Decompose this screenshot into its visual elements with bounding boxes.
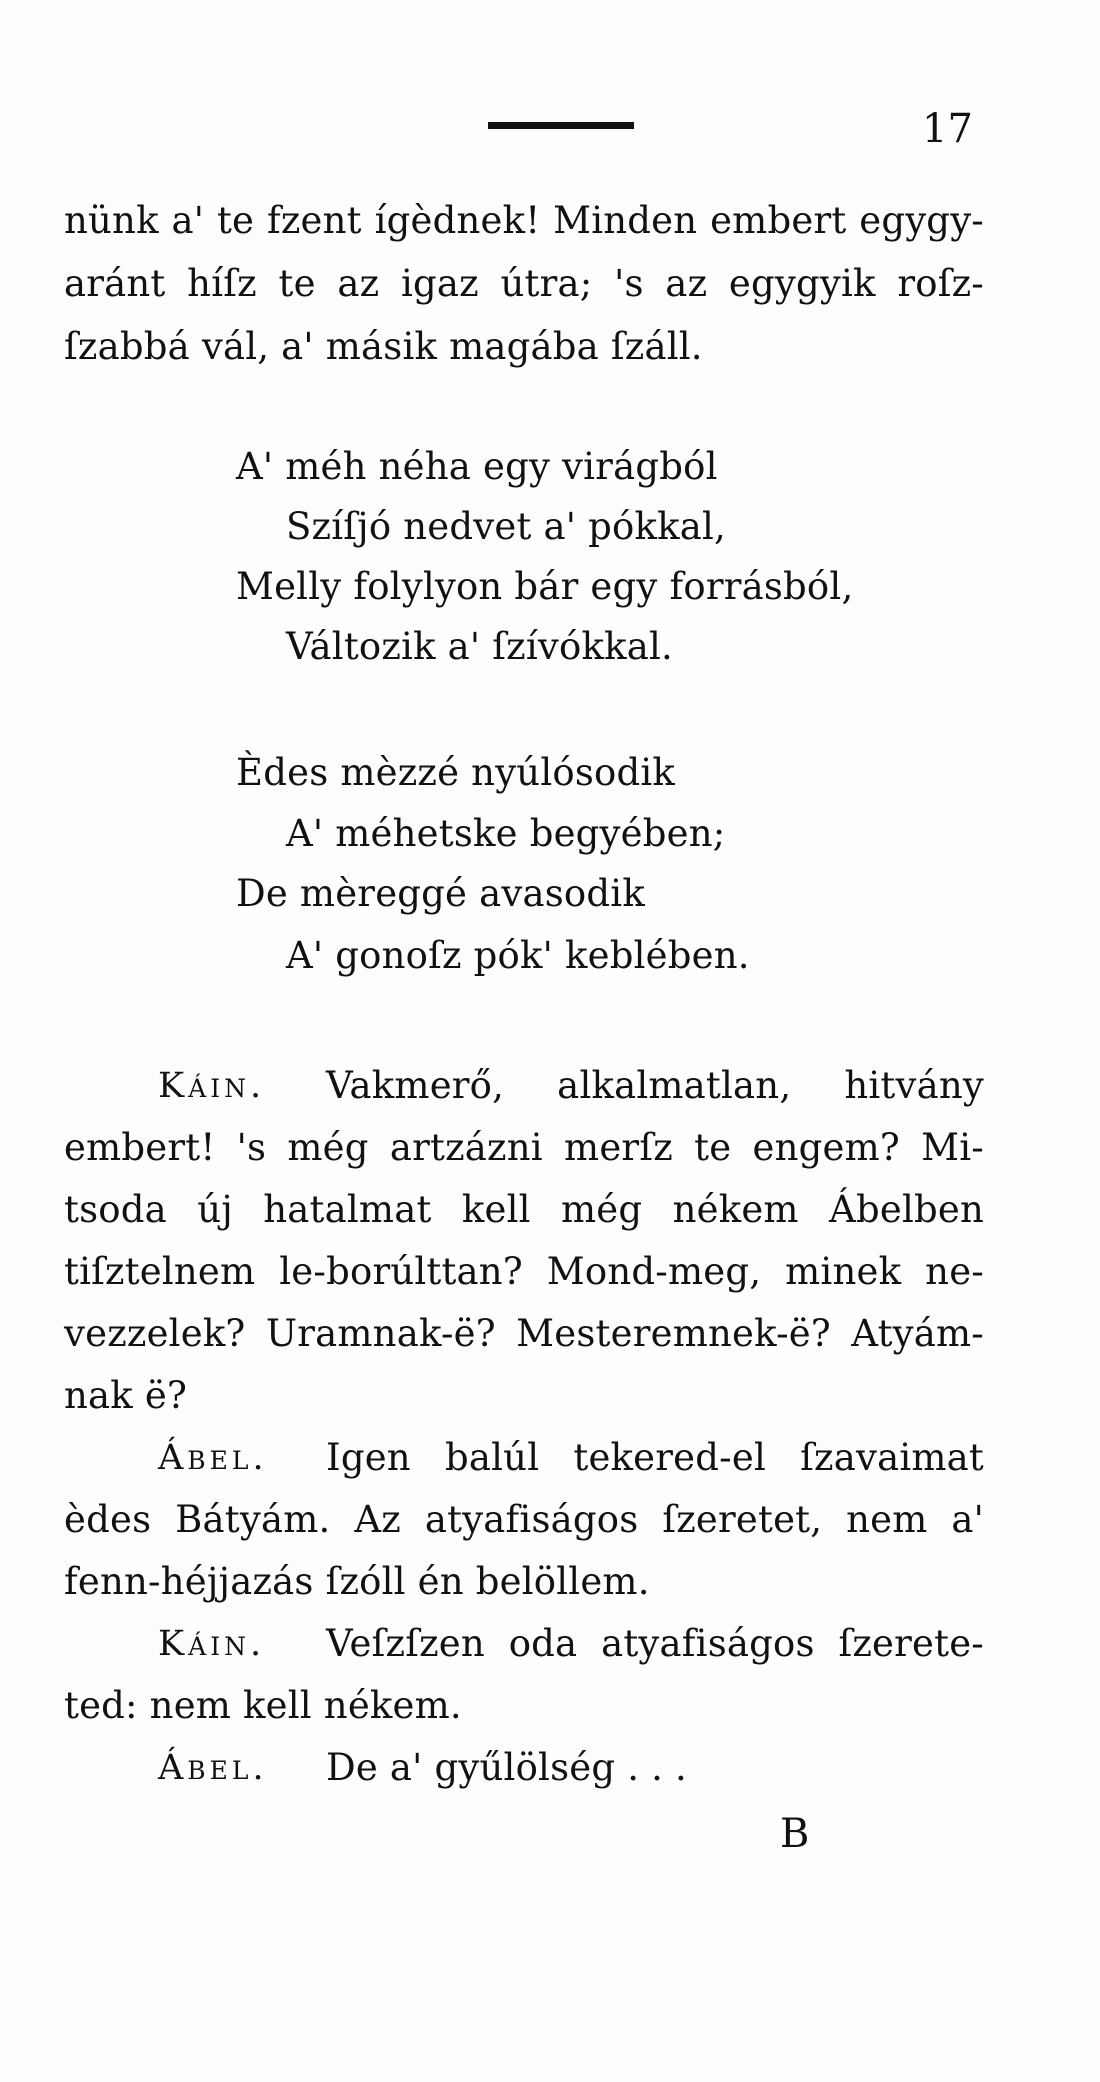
verse-line: A' gonoſz pók' keblében. xyxy=(286,934,750,977)
page-number: 17 xyxy=(922,106,973,152)
speaker-name: Káin. xyxy=(158,1624,266,1664)
prose-line: aránt híſz te az igaz útra; 's az egygyik roſz- xyxy=(64,262,984,305)
dialogue-line: De a' gyűlölség . . . xyxy=(326,1746,688,1789)
dialogue-line: nak ë? xyxy=(64,1374,188,1417)
speaker-name: Káin. xyxy=(158,1066,266,1106)
prose-line: nünk a' te fzent ígèdnek! Minden embert egygy- xyxy=(64,199,984,242)
speaker-name: Ábel. xyxy=(158,1438,268,1478)
verse-line: Változik a' ſzívókkal. xyxy=(286,625,673,668)
signature-mark: B xyxy=(780,1811,810,1857)
dialogue-line: ted: nem kell nékem. xyxy=(64,1684,462,1727)
verse-line: Èdes mèzzé nyúlósodik xyxy=(236,751,676,794)
prose-line: ſzabbá vál, a' másik magába ſzáll. xyxy=(64,325,703,368)
dialogue-line: fenn-héjjazás ſzóll én belöllem. xyxy=(64,1560,650,1603)
dialogue-line: vezzelek? Uramnak-ë? Mesteremnek-ë? Atyám- xyxy=(64,1312,984,1355)
dialogue-line: embert! 's még artzázni merſz te engem? Mi- xyxy=(64,1126,984,1169)
verse-line: A' méh néha egy virágból xyxy=(236,445,718,488)
verse-line: A' méhetske begyében; xyxy=(286,812,726,855)
dialogue-line: Veſzſzen oda atyafiságos ſzerete- xyxy=(326,1622,984,1665)
dialogue-line: tiſztelnem le-borúlttan? Mond-meg, minek ne- xyxy=(64,1250,984,1293)
dialogue-line: Igen balúl tekered-el ſzavaimat xyxy=(326,1436,984,1479)
header-rule xyxy=(488,122,634,129)
verse-line: Szíſjó nedvet a' pókkal, xyxy=(286,505,726,548)
verse-line: Melly folylyon bár egy forrásból, xyxy=(236,565,854,608)
speaker-name: Ábel. xyxy=(158,1748,268,1788)
verse-line: De mèreggé avasodik xyxy=(236,872,645,915)
dialogue-line: tsoda új hatalmat kell még nékem Ábelben xyxy=(64,1188,984,1231)
dialogue-line: Vakmerő, alkalmatlan, hitvány xyxy=(326,1064,984,1107)
dialogue-line: èdes Bátyám. Az atyafiságos ſzeretet, nem a' xyxy=(64,1498,984,1541)
